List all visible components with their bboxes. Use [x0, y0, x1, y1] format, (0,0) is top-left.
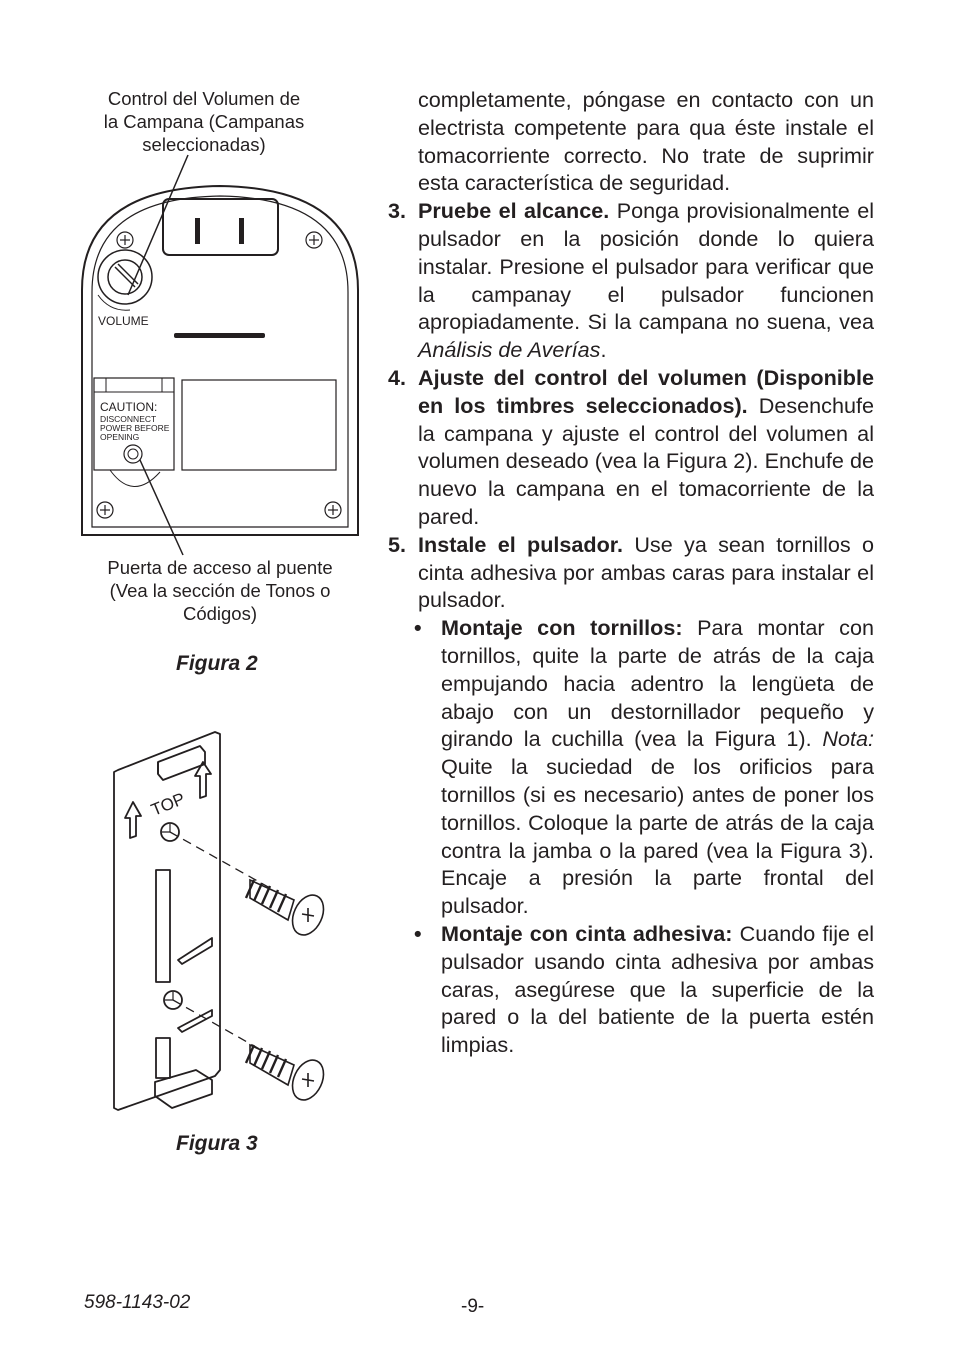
caution-line: OPENING — [100, 432, 140, 442]
caution-line: POWER BEFORE — [100, 423, 170, 433]
step-text: Use ya sean tornillos o cinta adhesiva por ambas caras para instalar el pulsador. — [418, 531, 874, 613]
bullet-text: Quite la suciedad de los orificios para tornillos (si es necesario) antes de poner los tornillos. Coloque la parte de atrás de la caja contra la jamba o la pared (vea la Figura 3). Encaje a presión la parte frontal del pulsador. — [441, 754, 874, 919]
bullet-dot: • — [414, 920, 422, 946]
step-5 — [388, 531, 874, 614]
step-number: 4. — [388, 364, 407, 390]
top-label: TOP — [148, 789, 188, 820]
step-text: . — [600, 337, 607, 363]
step-3 — [388, 197, 874, 364]
instructions-column — [388, 86, 874, 1059]
caption-line: Control del Volumen de — [107, 88, 301, 109]
document-number: 598-1143-02 — [84, 1292, 191, 1313]
step-number: 5. — [388, 531, 407, 557]
volume-label: VOLUME — [98, 314, 149, 328]
step-heading: Ajuste del control del volumen (Disponible en los timbres seleccionados). — [418, 364, 874, 418]
step-heading: Instale el pulsador. — [418, 531, 624, 557]
bullet-heading: Montaje con tornillos: — [441, 615, 683, 641]
caution-line: DISCONNECT — [100, 414, 157, 424]
step-text: Ponga provisionalmente el pulsador en la posición donde lo quiera instalar. Presione el pulsador para verificar que la campanay el pulsador funcionen apropiadamente. Si la campana no suena, vea — [418, 198, 874, 335]
bullet-text: Para montar con tornillos, quite la parte de atrás de la caja empujando hacia adentro la lengüeta de abajo con un destornillador pequeño y girando la cuchilla (vea la Figura 1). — [441, 615, 874, 752]
page-number: -9- — [461, 1296, 485, 1317]
bullet-heading: Montaje con cinta adhesiva: — [441, 920, 733, 946]
caution-title: CAUTION: — [100, 400, 158, 414]
bullet-tape-mounting — [388, 920, 874, 1059]
figure2-caption-volume — [84, 87, 324, 156]
caption-line: (Vea la sección de Tonos o — [109, 580, 331, 601]
note-label: Nota: — [822, 726, 874, 752]
caption-line: seleccionadas) — [142, 134, 266, 155]
step-4 — [388, 364, 874, 531]
figure2-chime-drawing — [70, 150, 370, 560]
step-reference: Análisis de Averías — [418, 337, 601, 363]
figure2-title: Figura 2 — [176, 652, 258, 675]
step-number: 3. — [388, 198, 407, 224]
caption-line: Puerta de acceso al puente — [107, 557, 333, 578]
intro-paragraph: completamente, póngase en contacto con un electrista competente para qua éste instale el tomacorriente correcto. No trate de suprimir esta característica de seguridad. — [418, 87, 874, 196]
figure3-backplate-drawing — [100, 720, 350, 1115]
step-text: Desenchufe la campana y ajuste el control del volumen al volumen deseado (vea la Figura 2). Enchufe de nuevo la campana en el tomacorriente de la pared. — [418, 392, 874, 529]
figure2-caption-jumper — [80, 556, 360, 625]
bullet-dot: • — [414, 615, 422, 641]
bullet-screw-mounting — [388, 614, 874, 920]
step-heading: Pruebe el alcance. — [418, 198, 610, 224]
bullet-text: Cuando fije el pulsador usando cinta adhesiva por ambas caras, asegúrese que la superficie de la pared o la del batiente de la puerta estén limpias. — [441, 920, 874, 1058]
caption-line: la Campana (Campanas — [103, 111, 305, 132]
caption-line: Códigos) — [182, 603, 258, 624]
figure3-title: Figura 3 — [176, 1132, 258, 1155]
